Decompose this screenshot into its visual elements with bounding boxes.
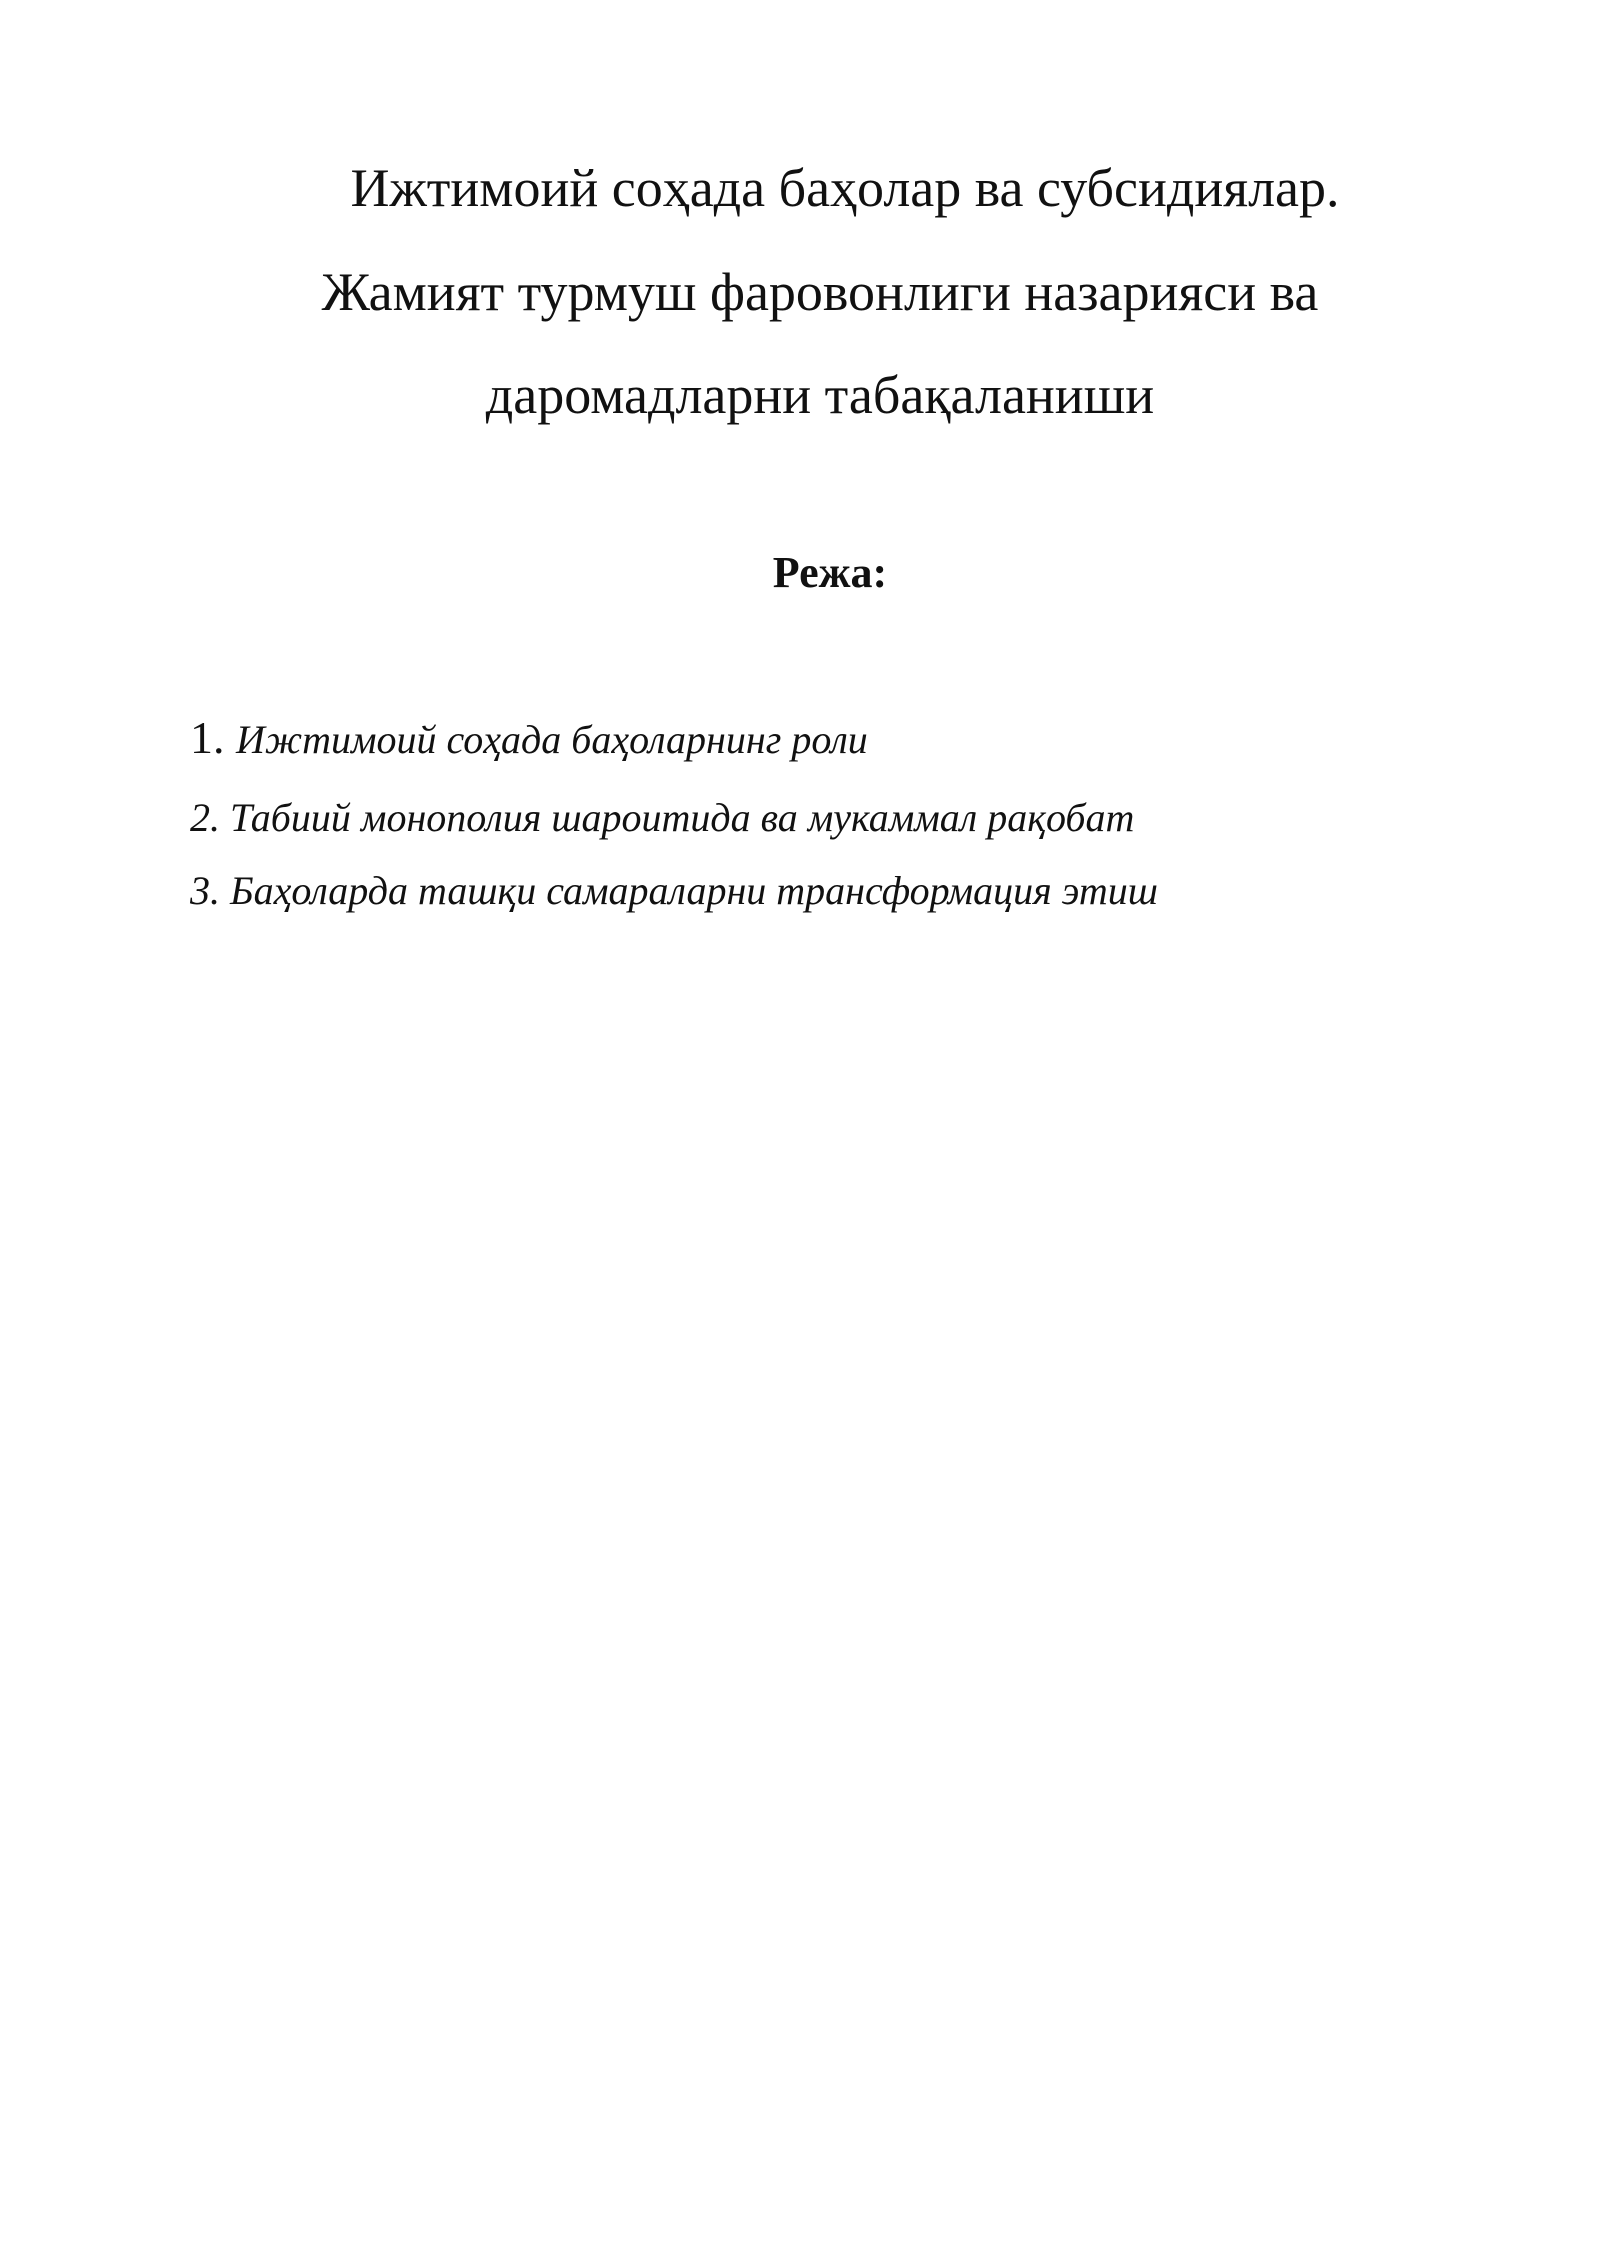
document-title-line-2: Жамият турмуш фаровонлиги назарияси ва [321, 262, 1319, 322]
plan-item-3 [190, 868, 1158, 914]
plan-item-text: Табиий монополия шароитида ва мукаммал рақобат [230, 795, 1135, 840]
plan-item-text: Ижтимоий соҳада баҳоларнинг роли [236, 717, 868, 762]
plan-item-number: 3. [190, 868, 230, 913]
plan-heading: Режа: [772, 548, 888, 597]
document-title-line-3: даромадларни табақаланиши [485, 365, 1155, 425]
plan-item-1 [190, 712, 868, 763]
plan-item-2 [190, 795, 1134, 841]
plan-item-text: Баҳоларда ташқи самараларни трансформация этиш [230, 868, 1158, 913]
plan-item-number: 2. [190, 795, 230, 840]
document-title-line-1: Ижтимоий соҳада баҳолар ва субсидиялар. [350, 158, 1340, 218]
plan-item-number: 1. [190, 712, 236, 763]
